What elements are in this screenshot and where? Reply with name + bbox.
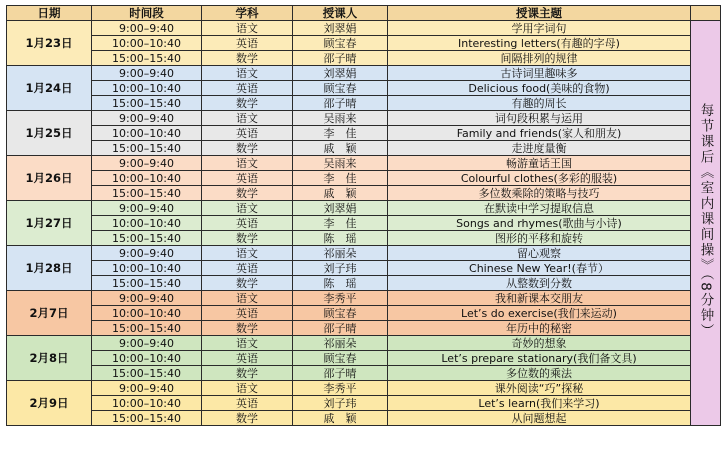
subject-cell: 语文 [202, 66, 293, 81]
header-subject: 学科 [202, 6, 293, 21]
time-cell: 9:00–9:40 [92, 156, 202, 171]
time-cell: 10:00–10:40 [92, 81, 202, 96]
table-row [7, 276, 721, 291]
teacher-cell: 顾宝春 [293, 351, 388, 366]
table-row [7, 366, 721, 381]
table-row [7, 351, 721, 366]
teacher-cell: 李 佳 [293, 171, 388, 186]
time-cell: 15:00–15:40 [92, 51, 202, 66]
teacher-cell: 李 佳 [293, 216, 388, 231]
subject-cell: 语文 [202, 21, 293, 36]
date-cell: 1月27日 [7, 201, 92, 246]
time-cell: 9:00–9:40 [92, 21, 202, 36]
teacher-cell: 刘翠娟 [293, 21, 388, 36]
table-row [7, 96, 721, 111]
table-row [7, 321, 721, 336]
subject-cell: 数学 [202, 186, 293, 201]
time-cell: 10:00–10:40 [92, 396, 202, 411]
teacher-cell: 顾宝春 [293, 306, 388, 321]
time-cell: 15:00–15:40 [92, 96, 202, 111]
table-row [7, 66, 721, 81]
exercise-note: 每节课后《室内课间操》（8分钟） [697, 103, 714, 340]
topic-cell: 走进度量衡 [388, 141, 691, 156]
topic-cell: 间隔排列的规律 [388, 51, 691, 66]
subject-cell: 数学 [202, 276, 293, 291]
teacher-cell: 刘翠娟 [293, 201, 388, 216]
topic-cell: Family and friends(家人和朋友) [388, 126, 691, 141]
time-cell: 10:00–10:40 [92, 126, 202, 141]
table-row [7, 81, 721, 96]
time-cell: 9:00–9:40 [92, 246, 202, 261]
teacher-cell: 陈 瑶 [293, 276, 388, 291]
date-cell: 2月8日 [7, 336, 92, 381]
header-row [7, 6, 721, 21]
date-cell: 2月9日 [7, 381, 92, 426]
teacher-cell: 李 佳 [293, 126, 388, 141]
teacher-cell: 顾宝春 [293, 36, 388, 51]
time-cell: 9:00–9:40 [92, 336, 202, 351]
topic-cell: Let’s learn(我们来学习) [388, 396, 691, 411]
topic-cell: Delicious food(美味的食物) [388, 81, 691, 96]
subject-cell: 语文 [202, 381, 293, 396]
date-cell: 1月26日 [7, 156, 92, 201]
subject-cell: 英语 [202, 81, 293, 96]
header-date: 日期 [7, 6, 92, 21]
date-cell: 1月23日 [7, 21, 92, 66]
subject-cell: 数学 [202, 141, 293, 156]
schedule-body [7, 21, 721, 426]
teacher-cell: 戚 颖 [293, 186, 388, 201]
teacher-cell: 邵子晴 [293, 96, 388, 111]
teacher-cell: 吴雨来 [293, 156, 388, 171]
time-cell: 15:00–15:40 [92, 231, 202, 246]
subject-cell: 数学 [202, 366, 293, 381]
topic-cell: 奇妙的想象 [388, 336, 691, 351]
teacher-cell: 刘翠娟 [293, 66, 388, 81]
topic-cell: 有趣的周长 [388, 96, 691, 111]
table-row [7, 306, 721, 321]
subject-cell: 语文 [202, 291, 293, 306]
table-row [7, 186, 721, 201]
table-row [7, 126, 721, 141]
topic-cell: 图形的平移和旋转 [388, 231, 691, 246]
time-cell: 10:00–10:40 [92, 351, 202, 366]
teacher-cell: 陈 瑶 [293, 231, 388, 246]
subject-cell: 英语 [202, 306, 293, 321]
topic-cell: Songs and rhymes(歌曲与小诗) [388, 216, 691, 231]
subject-cell: 语文 [202, 156, 293, 171]
teacher-cell: 邵子晴 [293, 51, 388, 66]
subject-cell: 语文 [202, 336, 293, 351]
subject-cell: 英语 [202, 171, 293, 186]
teacher-cell: 戚 颖 [293, 411, 388, 426]
header-time: 时间段 [92, 6, 202, 21]
subject-cell: 语文 [202, 201, 293, 216]
subject-cell: 数学 [202, 96, 293, 111]
header-topic: 授课主题 [388, 6, 691, 21]
teacher-cell: 刘子玮 [293, 261, 388, 276]
subject-cell: 英语 [202, 351, 293, 366]
time-cell: 15:00–15:40 [92, 141, 202, 156]
topic-cell: 多位数乘除的策略与技巧 [388, 186, 691, 201]
date-cell: 1月28日 [7, 246, 92, 291]
table-row [7, 291, 721, 306]
subject-cell: 语文 [202, 111, 293, 126]
table-row [7, 261, 721, 276]
subject-cell: 英语 [202, 36, 293, 51]
time-cell: 10:00–10:40 [92, 36, 202, 51]
topic-cell: Chinese New Year!(春节） [388, 261, 691, 276]
teacher-cell: 刘子玮 [293, 396, 388, 411]
topic-cell: Interesting letters(有趣的字母) [388, 36, 691, 51]
teacher-cell: 祁丽朵 [293, 336, 388, 351]
time-cell: 10:00–10:40 [92, 216, 202, 231]
time-cell: 15:00–15:40 [92, 321, 202, 336]
topic-cell: 多位数的乘法 [388, 366, 691, 381]
table-row [7, 396, 721, 411]
teacher-cell: 邵子晴 [293, 366, 388, 381]
topic-cell: Let’s do exercise(我们来运动) [388, 306, 691, 321]
table-row [7, 201, 721, 216]
subject-cell: 数学 [202, 51, 293, 66]
time-cell: 9:00–9:40 [92, 111, 202, 126]
teacher-cell: 戚 颖 [293, 141, 388, 156]
time-cell: 10:00–10:40 [92, 171, 202, 186]
table-row [7, 216, 721, 231]
table-row [7, 36, 721, 51]
time-cell: 9:00–9:40 [92, 291, 202, 306]
table-row [7, 246, 721, 261]
topic-cell: 从问题想起 [388, 411, 691, 426]
topic-cell: 留心观察 [388, 246, 691, 261]
topic-cell: Colourful clothes(多彩的服装) [388, 171, 691, 186]
topic-cell: 词句段积累与运用 [388, 111, 691, 126]
topic-cell: 课外阅读“巧”探秘 [388, 381, 691, 396]
table-row [7, 336, 721, 351]
topic-cell: 畅游童话王国 [388, 156, 691, 171]
exercise-note-cell [691, 21, 721, 426]
topic-cell: 在默读中学习提取信息 [388, 201, 691, 216]
teacher-cell: 邵子晴 [293, 321, 388, 336]
time-cell: 9:00–9:40 [92, 201, 202, 216]
date-cell: 1月25日 [7, 111, 92, 156]
subject-cell: 语文 [202, 246, 293, 261]
table-row [7, 51, 721, 66]
subject-cell: 数学 [202, 411, 293, 426]
topic-cell: Let’s prepare stationary(我们备文具) [388, 351, 691, 366]
topic-cell: 我和新课本交朋友 [388, 291, 691, 306]
subject-cell: 英语 [202, 126, 293, 141]
subject-cell: 数学 [202, 231, 293, 246]
teacher-cell: 李秀平 [293, 381, 388, 396]
topic-cell: 年历中的秘密 [388, 321, 691, 336]
table-row [7, 141, 721, 156]
topic-cell: 学用字词句 [388, 21, 691, 36]
time-cell: 15:00–15:40 [92, 366, 202, 381]
teacher-cell: 李秀平 [293, 291, 388, 306]
header-teacher: 授课人 [293, 6, 388, 21]
teacher-cell: 吴雨来 [293, 111, 388, 126]
time-cell: 9:00–9:40 [92, 381, 202, 396]
table-row [7, 381, 721, 396]
schedule-table [6, 5, 721, 426]
time-cell: 15:00–15:40 [92, 276, 202, 291]
teacher-cell: 顾宝春 [293, 81, 388, 96]
table-row [7, 171, 721, 186]
table-row [7, 111, 721, 126]
table-row [7, 156, 721, 171]
topic-cell: 从整数到分数 [388, 276, 691, 291]
time-cell: 10:00–10:40 [92, 261, 202, 276]
header-blank [691, 6, 721, 21]
time-cell: 15:00–15:40 [92, 411, 202, 426]
date-cell: 2月7日 [7, 291, 92, 336]
subject-cell: 英语 [202, 396, 293, 411]
topic-cell: 古诗词里趣味多 [388, 66, 691, 81]
time-cell: 9:00–9:40 [92, 66, 202, 81]
date-cell: 1月24日 [7, 66, 92, 111]
time-cell: 15:00–15:40 [92, 186, 202, 201]
table-row [7, 21, 721, 36]
time-cell: 10:00–10:40 [92, 306, 202, 321]
subject-cell: 数学 [202, 321, 293, 336]
subject-cell: 英语 [202, 216, 293, 231]
teacher-cell: 祁丽朵 [293, 246, 388, 261]
table-row [7, 231, 721, 246]
subject-cell: 英语 [202, 261, 293, 276]
table-row [7, 411, 721, 426]
